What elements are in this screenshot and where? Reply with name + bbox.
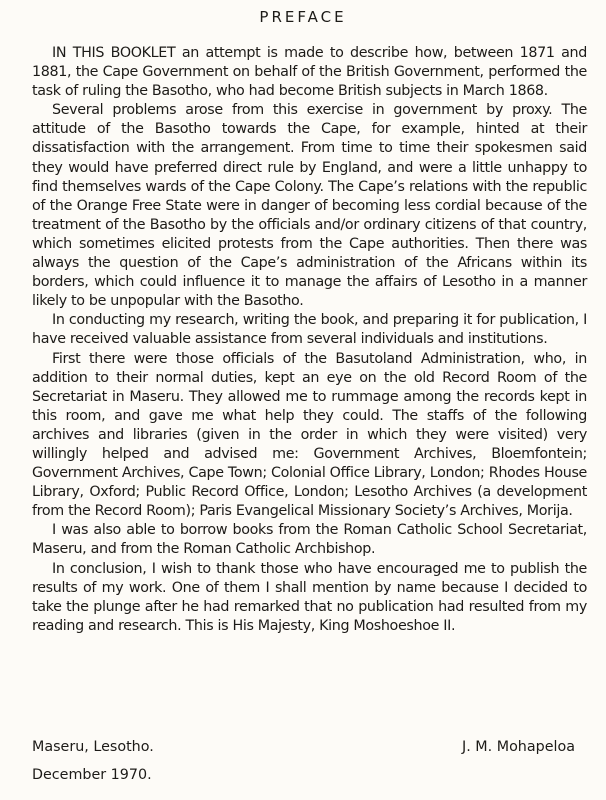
preface-body: [32, 44, 587, 636]
paragraph-problems: Several problems arose from this exercise in government by proxy. The attitude of the Basotho towards the Cape, for example, hinted at their dissatisfaction with the arrangement. From time to time their spokesmen said they would have preferred direct rule by England, and were a little unhappy to find themselves wards of the Cape Colony. The Cape’s relations with the republic of the Orange Free State were in danger of becoming less cordial because of the treatment of the Basotho by the officials and/or ordinary citizens of that country, which sometimes elicited protests from the Cape authorities. Then there was always the question of the Cape’s administration of the Africans within its borders, which could influence it to manage the affairs of Lesotho in a manner likely to be unpopular with the Basotho.: [32, 102, 587, 310]
date-text: December 1970.: [32, 767, 152, 783]
paragraph-conclusion: In conclusion, I wish to thank those who have encouraged me to publish the results of my work. One of them I shall mention by name because I decided to take the plunge after he had remarked that no publication had resulted from my reading and research. This is His Majesty, King Moshoeshoe II.: [32, 560, 587, 634]
paragraph-archives: First there were those officials of the Basutoland Administration, who, in addition to their normal duties, kept an eye on the old Record Room of the Secretariat in Maseru. They allowed me to rummage among the records kept in this room, and gave me what help they could. The staffs of the following archives and libraries (given in the order in which they were visited) very willingly helped and advised me: Government Archives, Bloemfontein; Government Archives, Cape Town; Colonial Office Library, London; Rhodes House Library, Oxford; Public Record Office, London; Lesotho Archives (a development from the Record Room); Paris Evangelical Missionary Society’s Archives, Morija.: [32, 350, 587, 520]
author-name: J. M. Mohapeloa: [462, 739, 575, 755]
place-text: Maseru, Lesotho.: [32, 739, 154, 755]
page-title: PREFACE: [259, 8, 347, 26]
paragraph-intro: IN THIS BOOKLET an attempt is made to describe how, between 1871 and 1881, the Cape Government on behalf of the British Government, performed the task of ruling the Basotho, who had become British subjects in March 1868.: [32, 45, 587, 100]
paragraph-books: I was also able to borrow books from the Roman Catholic School Secretariat, Maseru, and from the Roman Catholic Archbishop.: [32, 522, 587, 558]
paragraph-research: In conducting my research, writing the book, and preparing it for publication, I have received valuable assistance from several individuals and institutions.: [32, 312, 587, 348]
